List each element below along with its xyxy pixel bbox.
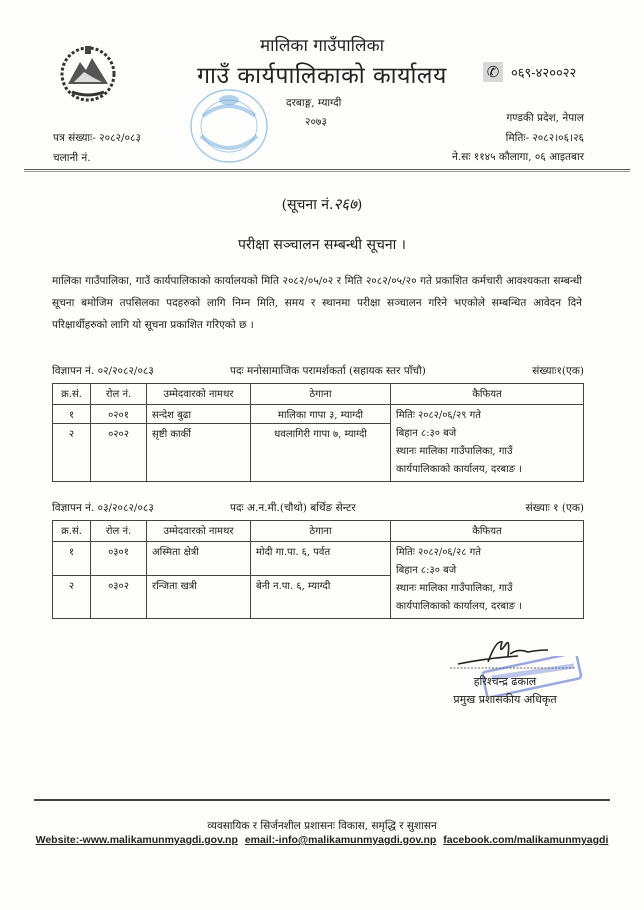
phone-icon: ✆ [483,62,503,82]
remarks-date: मितिः २०८२/०६/२९ गते [396,410,481,421]
col-header-sn: क्र.सं. [53,521,91,542]
table-row [53,405,584,424]
col-header-roll: रोल नं. [91,521,147,542]
col-header-name: उम्मेदवारको नामथर [147,521,251,542]
cell-remarks [391,542,584,619]
cell-name: सन्देश बुढा [147,405,251,424]
col-header-name: उम्मेदवारको नामथर [147,384,251,405]
candidate-table [52,520,584,619]
notice-number [0,194,644,214]
cell-roll: ०३०१ [91,542,147,576]
signatory-name: हरिश्चन्द्र ढकाल [473,675,537,688]
signatory-title: प्रमुख प्रशासकीय अधिकृत [453,693,557,706]
advert-heading [52,364,584,378]
table-row [53,542,584,576]
office-name: गाउँ कार्यपालिकाको कार्यालय [197,63,447,89]
cell-name: अस्मिता क्षेत्री [147,542,251,576]
notice-subject: परीक्षा सञ्चालन सम्बन्धी सूचना । [237,237,406,253]
candidate-table [52,383,584,482]
cell-sn: १ [53,405,91,424]
cell-address: बेनी न.पा. ६, म्याग्दी [251,576,391,619]
header-divider [24,169,630,172]
reference-number: पत्र संख्याः- २०८२/०८३ [53,132,141,144]
website-link[interactable]: Website:-www.malikamunmyagdi.gov.np [35,834,238,846]
cell-roll: ०३०२ [91,576,147,619]
cell-name: सृष्टी कार्की [147,424,251,482]
cell-remarks [391,405,584,482]
footer-contacts [0,834,644,846]
office-stamp-icon [183,86,283,166]
col-header-address: ठेगाना [251,384,391,405]
col-header-address: ठेगाना [251,521,391,542]
col-header-remarks: कैफियत [391,384,584,405]
remarks-venue-cont: कार्यपालिकाको कार्यालय, दरबाङ । [396,601,523,612]
cell-sn: २ [53,424,91,482]
facebook-link[interactable]: facebook.com/malikamunmyagdi [443,834,609,846]
advert-number: विज्ञापन नं. ०३/२०८२/०८३ [52,502,154,514]
cell-sn: २ [53,576,91,619]
cell-roll: ०२०१ [91,405,147,424]
remarks-time: बिहान ८:३० बजे [396,565,457,576]
cell-name: रन्जिता खत्री [147,576,251,619]
remarks-venue: स्थानः मालिका गाउँपालिका, गाउँ [396,583,513,594]
advert-number: विज्ञापन नं. ०२/२०८२/०८३ [52,365,154,377]
notice-number-suffix: ) [356,197,363,213]
remarks-time: बिहान ८:३० बजे [396,428,457,439]
notice-number-handwritten: २६७ [333,195,357,213]
col-header-remarks: कैफियत [391,521,584,542]
notice-body: मालिका गाउँपालिका, गाउँ कार्यपालिकाको कार्यालयको मिति २०८२/०५/०२ र मिति २०८२/०५/२० गते प्रकाशित कर्मचारी आवश्यकता सम्बन्धी सूचना बमोजिम तपसिलका पदहरुको लागि निम्न मिति, समय र स्थानमा परीक्षा सञ्चालन गरिने भएकोले सम्बन्धित आवेदन दिने परिक्षार्थीहरुको लागि यो सूचना प्रकाशित गरिएको छ । [52,275,582,331]
footer-divider [34,799,610,801]
dispatch-number: चलानी नं. [53,152,91,164]
cell-sn: १ [53,542,91,576]
cell-roll: ०२०२ [91,424,147,482]
advert-count: संख्याः१(एक) [532,365,584,377]
letter-date: मितिः- २०८२।०६।२६ [505,132,584,144]
footer-motto: व्यवसायिक र सिर्जनशील प्रशासनः विकास, समृद्धि र सुशासन [207,820,437,832]
remarks-venue-cont: कार्यपालिकाको कार्यालय, दरबाङ । [396,464,523,475]
advert-heading [52,501,584,515]
cell-address: मालिका गापा ३, म्याग्दी [251,405,391,424]
col-header-roll: रोल नं. [91,384,147,405]
col-header-sn: क्र.सं. [53,384,91,405]
email-link[interactable]: email:-info@malikamunmyagdi.gov.np [244,834,437,846]
remarks-venue: स्थानः मालिका गाउँपालिका, गाउँ [396,446,513,457]
cell-address: मोदी गा.पा. ६, पर्वत [251,542,391,576]
phone-contact [483,62,576,82]
advert-post: पदः मनोसामाजिक परामर्शकर्ता (सहायक स्तर पाँचौ) [230,365,426,377]
remarks-date: मितिः २०८२/०६/२८ गते [396,547,481,558]
advert-count: संख्याः १ (एक) [525,502,584,514]
phone-number: ०६९-४२००२२ [511,66,577,81]
advert-post: पदः अ.न.मी.(चौथो) बर्थिङ सेन्टर [230,502,356,514]
established-year: २०७३ [305,116,327,128]
office-location: दरबाङ्ग, म्याग्दी [286,97,342,109]
nepal-samvat-date: ने.सः ११४५ कौलागा, ०६ आइतबार [452,151,584,163]
province: गण्डकी प्रदेश, नेपाल [506,112,584,124]
cell-address: धवलागिरी गापा ७, म्याग्दी [251,424,391,482]
notice-number-prefix: (सूचना नं. [281,197,334,213]
org-name: मालिका गाउँपालिका [259,36,385,56]
